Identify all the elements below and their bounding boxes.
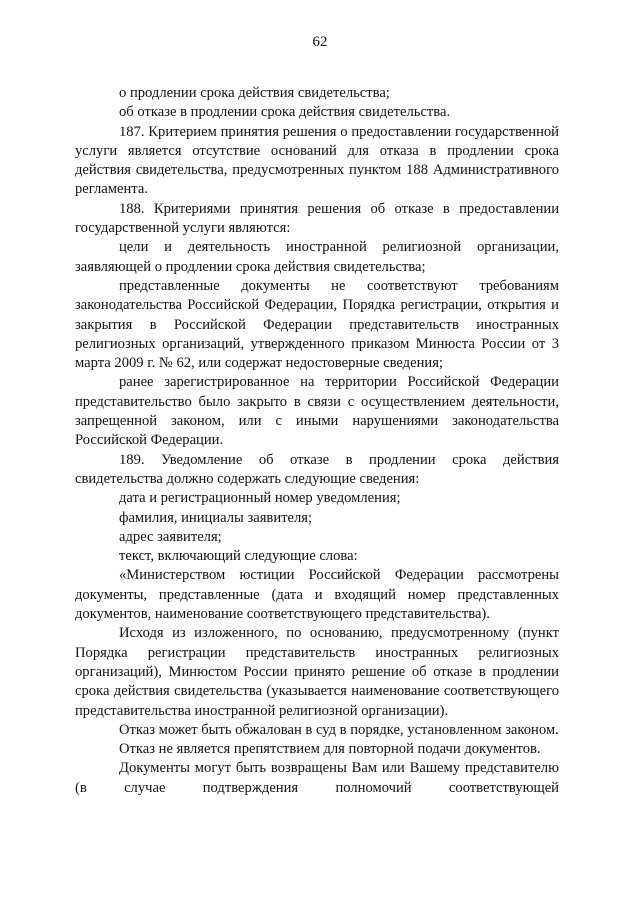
- paragraph-9: дата и регистрационный номер уведомления;: [119, 490, 401, 507]
- paragraph-6: представленные документы не соответствуют требованиям законодательства Российской Федерации, Порядка регистрации, открытия и закрытия в Российской Федерации представительств иностранных религиозных организаций, утвержденного приказом Минюста России от 3 марта 2009 г. № 62, или содержат недостоверные сведения;: [75, 277, 559, 372]
- paragraph-16: Отказ не является препятствием для повторной подачи документов.: [119, 741, 541, 758]
- paragraph-2: об отказе в продлении срока действия свидетельства.: [119, 104, 451, 121]
- paragraph-1: о продлении срока действия свидетельства;: [119, 85, 390, 101]
- paragraph-11: адрес заявителя;: [119, 528, 222, 545]
- paragraph-10: фамилия, инициалы заявителя;: [119, 509, 313, 526]
- paragraph-15: Отказ может быть обжалован в суд в порядке, установленном законом.: [119, 721, 559, 738]
- document-body: [75, 84, 559, 798]
- page-number: 62: [312, 34, 328, 50]
- paragraph-8: 189. Уведомление об отказе в продлении срока действия свидетельства должно содержать следующие сведения:: [75, 451, 559, 487]
- paragraph-13: «Министерством юстиции Российской Федерации рассмотрены документы, представленные (дата и входящий номер представленных документов, наименование соответствующего представительства).: [75, 567, 559, 623]
- paragraph-4: 188. Критериями принятия решения об отказе в предоставлении государственной услуги являются:: [75, 200, 559, 237]
- paragraph-12: текст, включающий следующие слова:: [119, 548, 358, 565]
- paragraph-17: Документы могут быть возвращены Вам или Вашему представителю (в случае подтверждения полномочий соответствующей: [75, 760, 559, 796]
- paragraph-14: Исходя из изложенного, по основанию, предусмотренному (пункт Порядка регистрации представительств иностранных религиозных организаций), Минюстом России принято решение об отказе в продлении срока действия свидетельства (указывается наименование соответствующего представительства иностранной религиозной организации).: [75, 625, 559, 719]
- paragraph-3: 187. Критерием принятия решения о предоставлении государственной услуги является отсутствие оснований для отказа в продлении срока действия свидетельства, предусмотренных пунктом 188 Административного регламента.: [75, 123, 559, 198]
- paragraph-7: ранее зарегистрированное на территории Российской Федерации представительство было закрыто в связи с осуществлением деятельности, запрещенной законом, или с иными нарушениями законодательства Российской Федерации.: [75, 374, 559, 449]
- paragraph-5: цели и деятельность иностранной религиозной организации, заявляющей о продлении срока действия свидетельства;: [75, 239, 559, 275]
